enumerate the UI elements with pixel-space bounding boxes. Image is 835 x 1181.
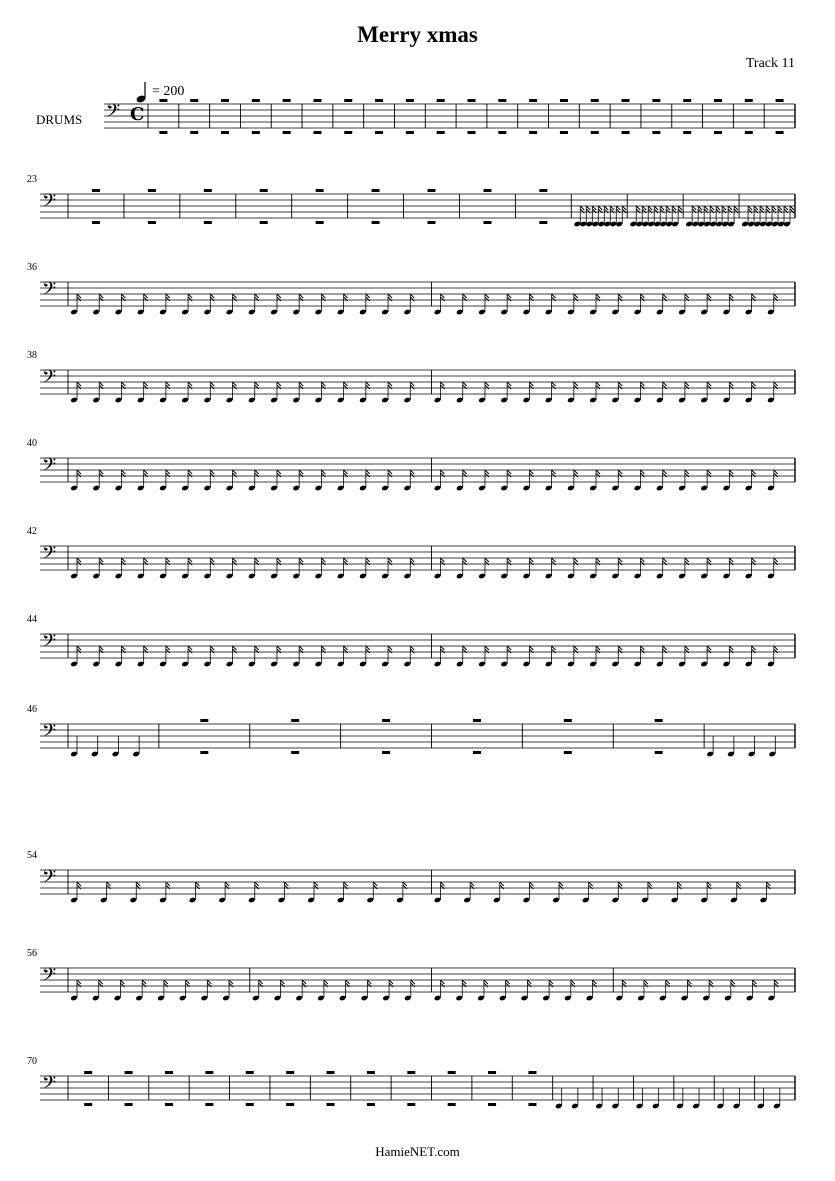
bass-clef-icon: 𝄢 [42, 191, 57, 216]
rest-mark [165, 1071, 173, 1074]
rest-mark [483, 221, 491, 224]
rest-mark [291, 751, 299, 754]
rest-mark [344, 131, 352, 134]
rest-mark [683, 99, 691, 102]
measure-number: 70 [27, 1056, 37, 1067]
rest-mark [776, 131, 784, 134]
rest-mark [327, 1071, 335, 1074]
score-subtitle: Track 11 [745, 56, 795, 71]
rest-mark [714, 99, 722, 102]
rest-mark [286, 1103, 294, 1106]
rest-mark [205, 1071, 213, 1074]
rest-mark [372, 189, 380, 192]
measure-number: 44 [27, 614, 37, 625]
rest-mark [448, 1103, 456, 1106]
rest-mark [539, 221, 547, 224]
rest-mark [159, 131, 167, 134]
bass-clef-icon: 𝄢 [42, 721, 57, 746]
measure-number: 40 [27, 438, 37, 449]
rest-mark [313, 99, 321, 102]
rest-mark [159, 99, 167, 102]
time-signature: C [130, 104, 145, 125]
score-title: Merry xmas [357, 22, 478, 47]
rest-mark [468, 131, 476, 134]
rest-mark [190, 131, 198, 134]
rest-mark [221, 131, 229, 134]
measure-number: 54 [27, 850, 37, 861]
rest-mark [313, 131, 321, 134]
measure-number: 46 [27, 704, 37, 715]
rest-mark [344, 99, 352, 102]
rest-mark [291, 719, 299, 722]
rest-mark [655, 751, 663, 754]
rest-mark [406, 99, 414, 102]
rest-mark [498, 131, 506, 134]
rest-mark [246, 1103, 254, 1106]
bass-clef-icon: 𝄢 [42, 455, 57, 480]
bass-clef-icon: 𝄢 [42, 367, 57, 392]
rest-mark [283, 131, 291, 134]
bass-clef-icon: 𝄢 [42, 965, 57, 990]
measure-number: 38 [27, 350, 37, 361]
rest-mark [529, 99, 537, 102]
rest-mark [488, 1103, 496, 1106]
bass-clef-icon: 𝄢 [106, 101, 121, 126]
rest-mark [382, 751, 390, 754]
rest-mark [221, 99, 229, 102]
rest-mark [204, 189, 212, 192]
rest-mark [375, 131, 383, 134]
rest-mark [367, 1103, 375, 1106]
footer-credit: HamieNET.com [375, 1144, 460, 1159]
rest-mark [528, 1071, 536, 1074]
rest-mark [190, 99, 198, 102]
rest-mark [498, 99, 506, 102]
rest-mark [591, 131, 599, 134]
rest-mark [652, 99, 660, 102]
rest-mark [148, 189, 156, 192]
rest-mark [316, 221, 324, 224]
rest-mark [407, 1071, 415, 1074]
rest-mark [148, 221, 156, 224]
rest-mark [407, 1103, 415, 1106]
rest-mark [529, 131, 537, 134]
rest-mark [283, 99, 291, 102]
rest-mark [375, 99, 383, 102]
rest-mark [473, 719, 481, 722]
rest-mark [125, 1103, 133, 1106]
rest-mark [92, 189, 100, 192]
rest-mark [246, 1071, 254, 1074]
bass-clef-icon: 𝄢 [42, 279, 57, 304]
rest-mark [622, 131, 630, 134]
rest-mark [652, 131, 660, 134]
tempo-value: = 200 [152, 84, 185, 99]
bass-clef-icon: 𝄢 [42, 631, 57, 656]
rest-mark [714, 131, 722, 134]
rest-mark [683, 131, 691, 134]
rest-mark [260, 189, 268, 192]
rest-mark [745, 131, 753, 134]
measure-number: 36 [27, 262, 37, 273]
rest-mark [125, 1071, 133, 1074]
rest-mark [327, 1103, 335, 1106]
rest-mark [488, 1071, 496, 1074]
rest-mark [539, 189, 547, 192]
rest-mark [655, 719, 663, 722]
rest-mark [473, 751, 481, 754]
rest-mark [406, 131, 414, 134]
rest-mark [165, 1103, 173, 1106]
rest-mark [528, 1103, 536, 1106]
bass-clef-icon: 𝄢 [42, 867, 57, 892]
measure-number: 42 [27, 526, 37, 537]
rest-mark [622, 99, 630, 102]
rest-mark [252, 99, 260, 102]
bass-clef-icon: 𝄢 [42, 1073, 57, 1098]
rest-mark [205, 1103, 213, 1106]
rest-mark [200, 719, 208, 722]
rest-mark [448, 1071, 456, 1074]
rest-mark [437, 99, 445, 102]
measure-number: 23 [27, 174, 37, 185]
rest-mark [564, 751, 572, 754]
rest-mark [204, 221, 212, 224]
rest-mark [745, 99, 753, 102]
rest-mark [92, 221, 100, 224]
rest-mark [367, 1071, 375, 1074]
rest-mark [84, 1103, 92, 1106]
bass-clef-icon: 𝄢 [42, 543, 57, 568]
rest-mark [252, 131, 260, 134]
rest-mark [591, 99, 599, 102]
rest-mark [560, 131, 568, 134]
rest-mark [437, 131, 445, 134]
rest-mark [564, 719, 572, 722]
rest-mark [560, 99, 568, 102]
instrument-name: DRUMS [36, 112, 83, 127]
rest-mark [260, 221, 268, 224]
rest-mark [428, 221, 436, 224]
rest-mark [428, 189, 436, 192]
rest-mark [316, 189, 324, 192]
rest-mark [84, 1071, 92, 1074]
rest-mark [372, 221, 380, 224]
rest-mark [200, 751, 208, 754]
rest-mark [468, 99, 476, 102]
rest-mark [382, 719, 390, 722]
rest-mark [286, 1071, 294, 1074]
rest-mark [483, 189, 491, 192]
rest-mark [776, 99, 784, 102]
measure-number: 56 [27, 948, 37, 959]
